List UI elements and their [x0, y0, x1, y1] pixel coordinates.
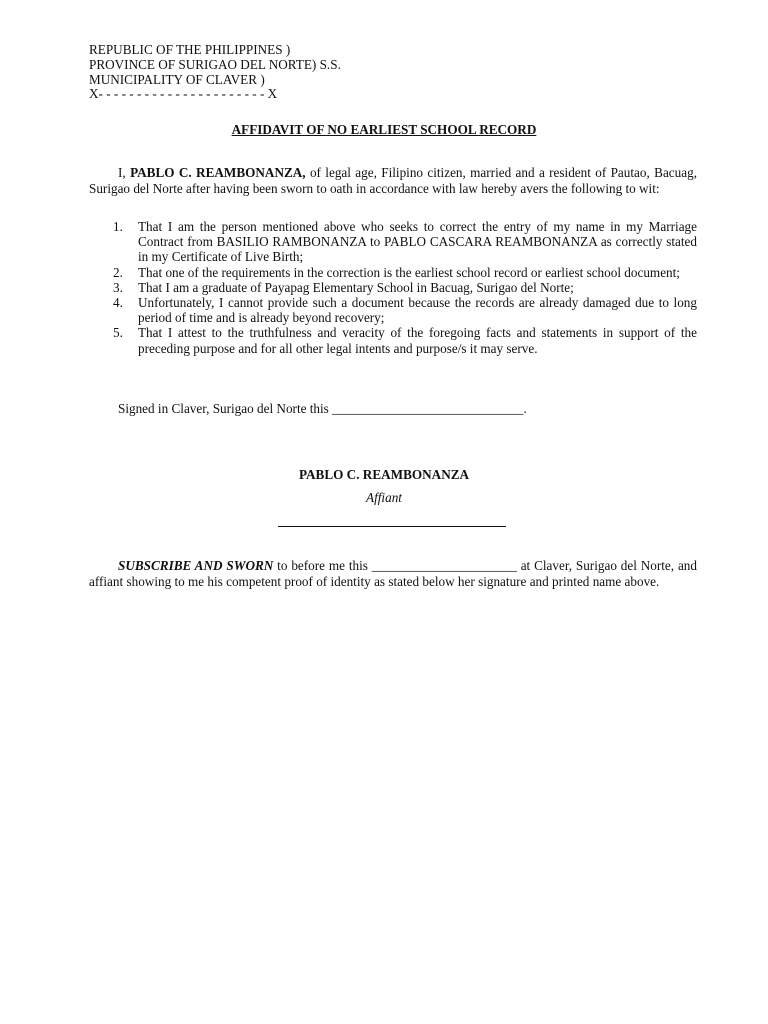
header-province: PROVINCE OF SURIGAO DEL NORTE) S.S. — [89, 57, 341, 72]
list-item — [113, 280, 697, 295]
document-title: AFFIDAVIT OF NO EARLIEST SCHOOL RECORD — [231, 122, 537, 137]
signature-line — [278, 526, 506, 527]
header-republic: REPUBLIC OF THE PHILIPPINES ) — [89, 42, 291, 57]
list-item-text: Unfortunately, I cannot provide such a document because the records are already damaged due to long period of time and is already beyond recovery; — [138, 295, 697, 326]
jurat-text: to before me this ______________________ at Claver, Surigao del Norte, and affiant showing to me his competent proof of identity as stated below her signature and printed name above. — [89, 558, 697, 589]
header-municipality: MUNICIPALITY OF CLAVER ) — [89, 72, 265, 87]
list-item-number: 1. — [113, 219, 123, 234]
list-item-text: That one of the requirements in the correction is the earliest school record or earliest school document; — [138, 264, 680, 280]
list-item-number: 3. — [113, 279, 123, 295]
list-item — [113, 325, 697, 355]
signed-in-line: Signed in Claver, Surigao del Norte this _____________________________. — [118, 401, 527, 416]
list-item-number: 5. — [113, 325, 123, 341]
list-item-text: That I am a graduate of Payapag Elementary School in Bacuag, Surigao del Norte; — [138, 279, 574, 295]
list-item — [113, 295, 697, 325]
affiant-name: PABLO C. REAMBONANZA — [298, 467, 470, 482]
intro-text: of legal age, Filipino citizen, married and a resident of Pautao, Bacuag, Surigao del Norte after having been sworn to oath in accordance with law hereby avers the following to wit: — [89, 165, 697, 196]
header-separator: X- - - - - - - - - - - - - - - - - - - - - - X — [89, 86, 278, 101]
intro-paragraph — [89, 165, 697, 196]
affiant-name-inline: PABLO C. REAMBONANZA, — [130, 165, 306, 180]
averments-list — [113, 219, 697, 356]
list-item — [113, 265, 697, 280]
affiant-label: Affiant — [366, 490, 402, 505]
list-item-text: That I attest to the truthfulness and veracity of the foregoing facts and statements in support of the preceding purpose and for all other legal intents and purpose/s it may serve. — [138, 325, 697, 356]
jurat-lead: SUBSCRIBE AND SWORN — [118, 558, 274, 573]
list-item-number: 4. — [113, 295, 123, 311]
list-item-text: That I am the person mentioned above who seeks to correct the entry of my name in my Marriage Contract from BASILIO RAMBONANZA to PABLO CASCARA REAMBONANZA as correctly stated in my Certificate of Live Birth; — [138, 219, 697, 265]
intro-prefix: I, — [118, 165, 131, 180]
jurat-paragraph — [89, 558, 697, 589]
list-item-number: 2. — [113, 264, 123, 280]
list-item — [113, 219, 697, 265]
